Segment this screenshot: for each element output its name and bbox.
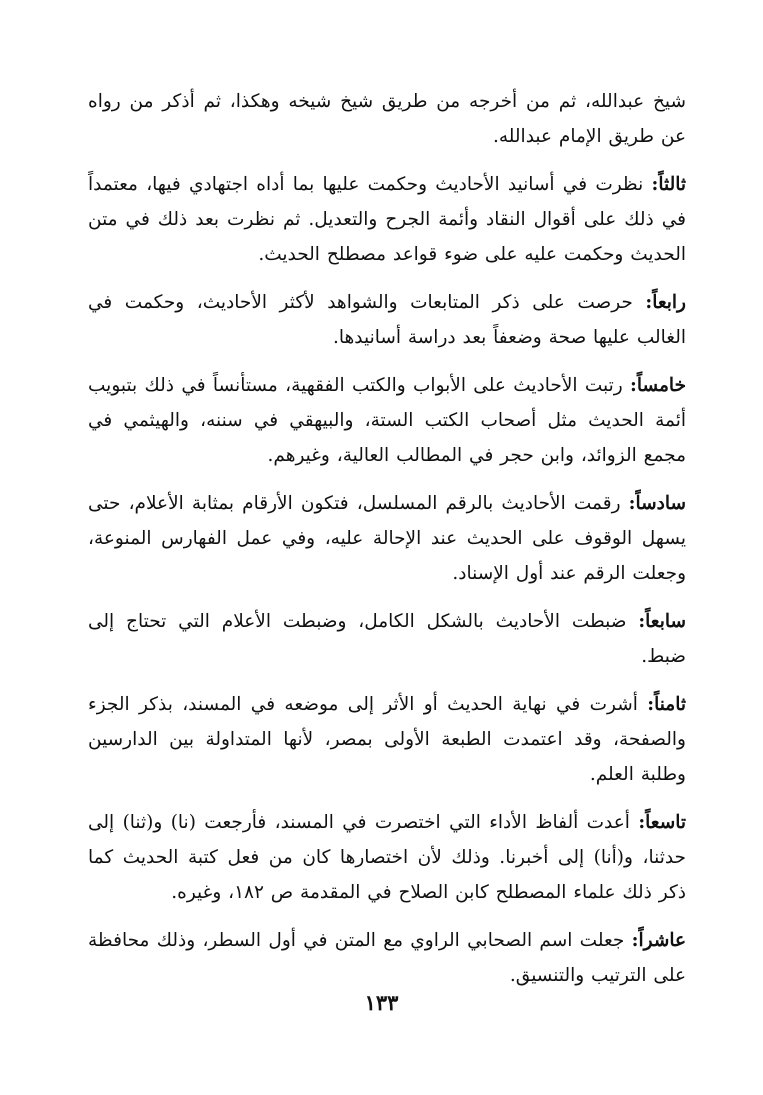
paragraph-fourth (88, 285, 686, 355)
paragraph-lead: سابعاً: (638, 611, 686, 632)
page-body (88, 84, 686, 1006)
paragraph-lead: ثالثاً: (651, 174, 686, 195)
page-number: ١٣٣ (364, 990, 399, 1015)
paragraph-text: أشرت في نهاية الحديث أو الأثر إلى موضعه في المسند، بذكر الجزء والصفحة، وقد اعتمدت الطبعة الأولى بمصر، لأنها المتداولة بين الدارسين وطلبة العلم. (88, 694, 686, 785)
paragraph-eighth (88, 687, 686, 792)
paragraph-text: جعلت اسم الصحابي الراوي مع المتن في أول السطر، وذلك محافظة على الترتيب والتنسيق. (88, 930, 686, 986)
paragraph-lead: ثامناً: (647, 694, 686, 715)
paragraph-lead: عاشراً: (631, 930, 686, 951)
paragraph-text: رتبت الأحاديث على الأبواب والكتب الفقهية، مستأنساً في ذلك بتبويب أئمة الحديث مثل أصحاب الكتب الستة، والبيهقي في سننه، والهيثمي في مجمع الزوائد، وابن حجر في المطالب العالية، وغيرهم. (88, 375, 686, 466)
paragraph-seventh (88, 604, 686, 674)
paragraph-text: نظرت في أسانيد الأحاديث وحكمت عليها بما أداه اجتهادي فيها، معتمداً في ذلك على أقوال النقاد وأئمة الجرح والتعديل. ثم نظرت بعد ذلك في متن الحديث وحكمت عليه على ضوء قواعد مصطلح الحديث. (88, 174, 686, 265)
paragraph-ninth (88, 805, 686, 910)
paragraph-text: حرصت على ذكر المتابعات والشواهد لأكثر الأحاديث، وحكمت في الغالب عليها صحة وضعفاً بعد دراسة أسانيدها. (88, 292, 686, 348)
paragraph-text: أعدت ألفاظ الأداء التي اختصرت في المسند، فأرجعت (نا) و(ثنا) إلى حدثنا، و(أنا) إلى أخبرنا. وذلك لأن اختصارها كان من فعل كتبة الحديث كما ذكر ذلك علماء المصطلح كابن الصلاح في المقدمة ص ١٨٢، وغيره. (88, 812, 686, 903)
paragraph-text: ضبطت الأحاديث بالشكل الكامل، وضبطت الأعلام التي تحتاج إلى ضبط. (88, 611, 686, 667)
paragraph-lead: سادساً: (628, 493, 686, 514)
paragraph-lead: تاسعاً: (638, 812, 686, 833)
paragraph-sixth (88, 486, 686, 591)
paragraph-tenth (88, 923, 686, 993)
paragraph-continuation (88, 84, 686, 154)
paragraph-text: رقمت الأحاديث بالرقم المسلسل، فتكون الأرقام بمثابة الأعلام، حتى يسهل الوقوف على الحديث عند الإحالة عليه، وفي عمل الفهارس المنوعة، وجعلت الرقم عند أول الإسناد. (88, 493, 686, 584)
paragraph-third (88, 167, 686, 272)
paragraph-lead: رابعاً: (645, 292, 686, 313)
paragraph-lead: خامساً: (630, 375, 686, 396)
paragraph-fifth (88, 368, 686, 473)
paragraph-text: شيخ عبدالله، ثم من أخرجه من طريق شيخ شيخه وهكذا، ثم أذكر من رواه عن طريق الإمام عبدالله. (88, 91, 686, 147)
